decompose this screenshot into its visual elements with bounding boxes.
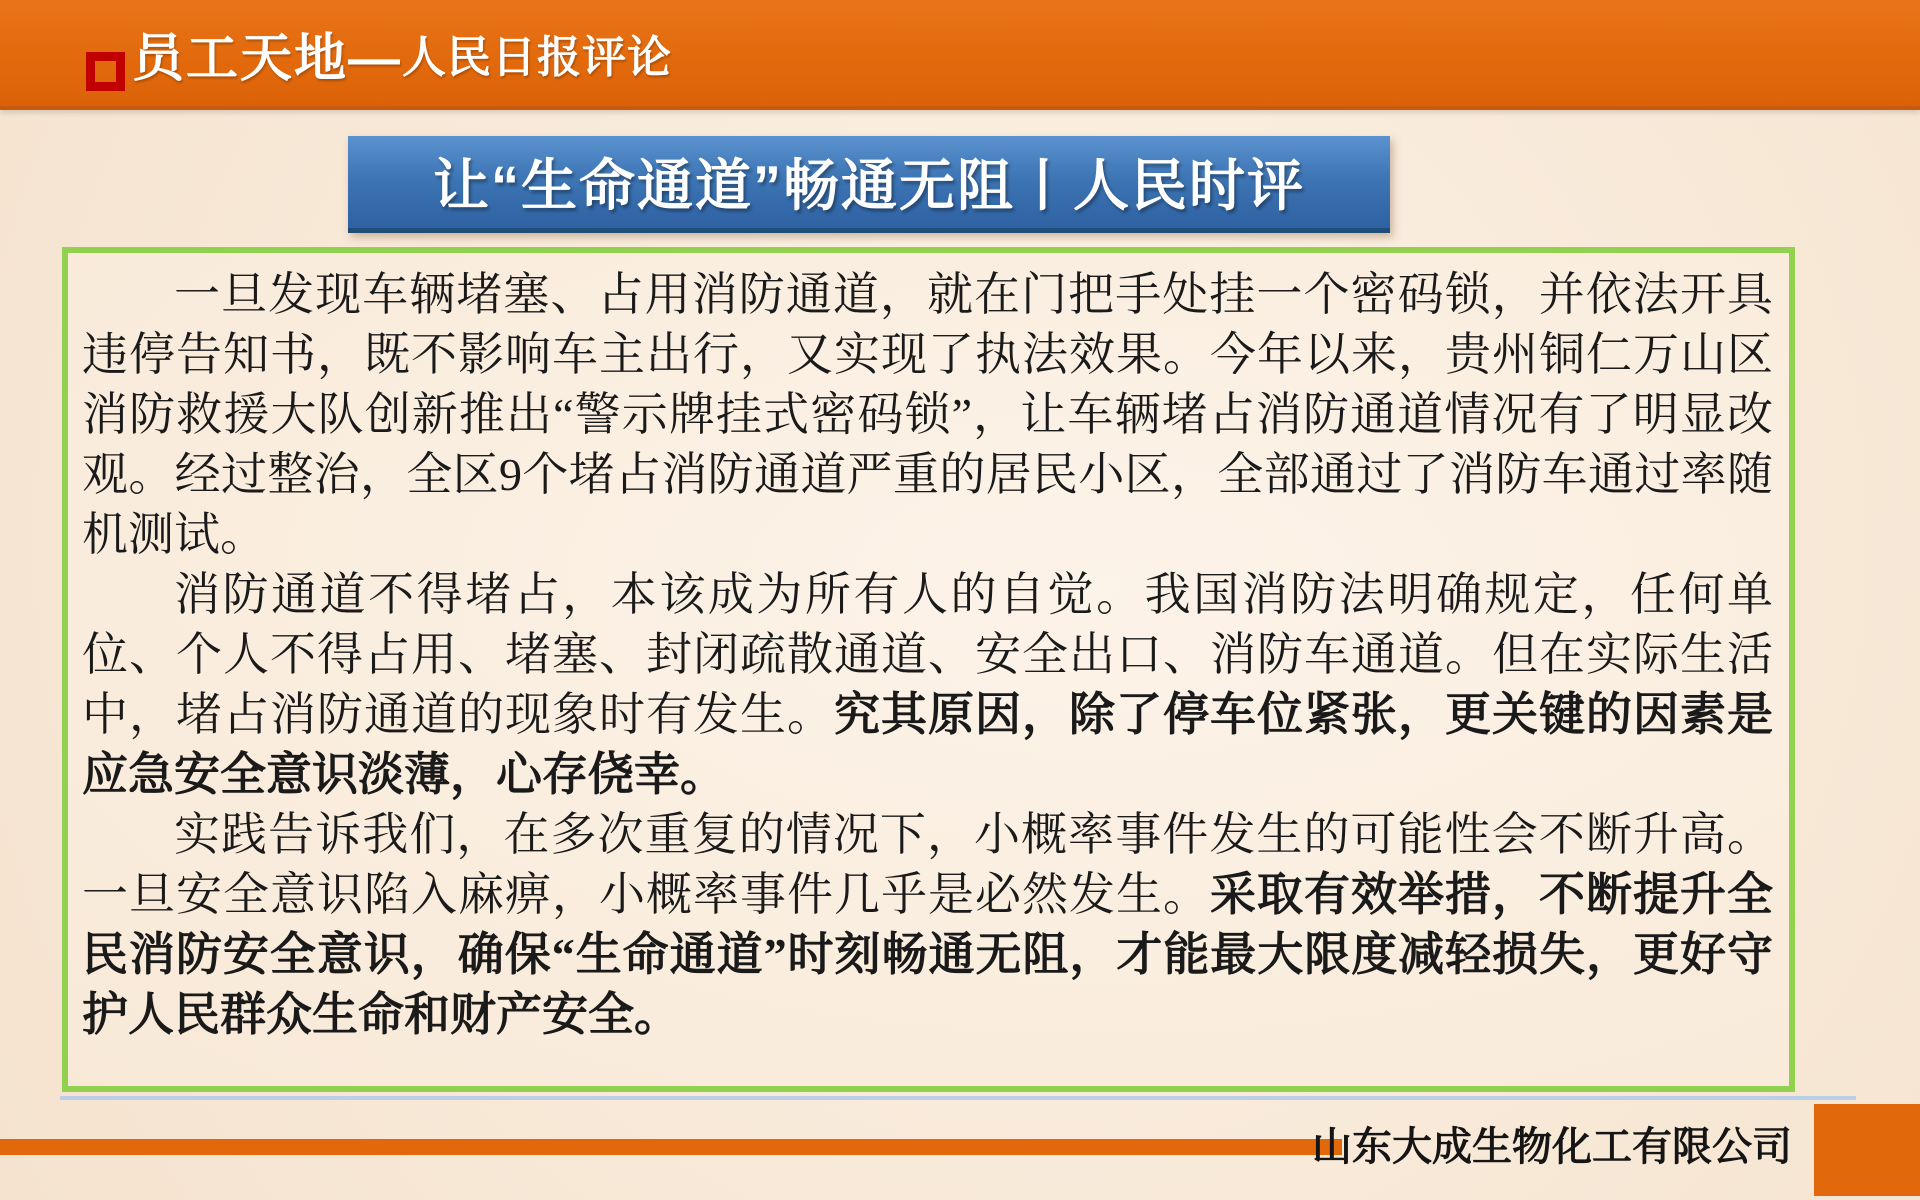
page-title	[132, 0, 672, 106]
paragraph-1	[82, 265, 1773, 565]
article-title: 让“生命通道”畅通无阻丨人民时评	[433, 154, 1305, 217]
page-title-primary: 员工天地—	[132, 29, 403, 88]
red-square-bullet-icon	[86, 52, 125, 91]
footer-orange-bar	[0, 1139, 1342, 1155]
page-title-secondary: 人民日报评论	[402, 33, 673, 82]
footer-divider-line	[60, 1096, 1856, 1100]
article-box	[62, 247, 1795, 1092]
footer-orange-square	[1814, 1104, 1920, 1196]
paragraph-2-text: 消防通道不得堵占，本该成为所有人的自觉。我国消防法明确规定，任何单位、个人不得占用、堵塞、封闭疏散通道、安全出口、消防车通道。但在实际生活中，堵占消防通道的现象时有发生。	[82, 569, 1773, 740]
article-title-banner	[348, 136, 1390, 233]
paragraph-1-text: 一旦发现车辆堵塞、占用消防通道，就在门把手处挂一个密码锁，并依法开具违停告知书，既不影响车主出行，又实现了执法效果。今年以来，贵州铜仁万山区消防救援大队创新推出“警示牌挂式密码锁”，让车辆堵占消防通道情况有了明显改观。经过整治，全区9个堵占消防通道严重的居民小区，全部通过了消防车通过率随机测试。	[82, 269, 1773, 560]
paragraph-3-bold-text: 采取有效举措，不断提升全民消防安全意识，确保“生命通道”时刻畅通无阻，才能最大限度减轻损失，更好守护人民群众生命和财产安全。	[82, 869, 1773, 1040]
company-name: 山东大成生物化工有限公司	[1312, 1125, 1792, 1169]
paragraph-2-bold-text: 究其原因，除了停车位紧张，更关键的因素是应急安全意识淡薄，心存侥幸。	[82, 689, 1773, 800]
slide-header-bar	[0, 0, 1920, 110]
paragraph-2	[82, 565, 1773, 805]
paragraph-3-text: 实践告诉我们，在多次重复的情况下，小概率事件发生的可能性会不断升高。一旦安全意识陷入麻痹，小概率事件几乎是必然发生。	[82, 809, 1773, 920]
paragraph-3	[82, 805, 1773, 1045]
